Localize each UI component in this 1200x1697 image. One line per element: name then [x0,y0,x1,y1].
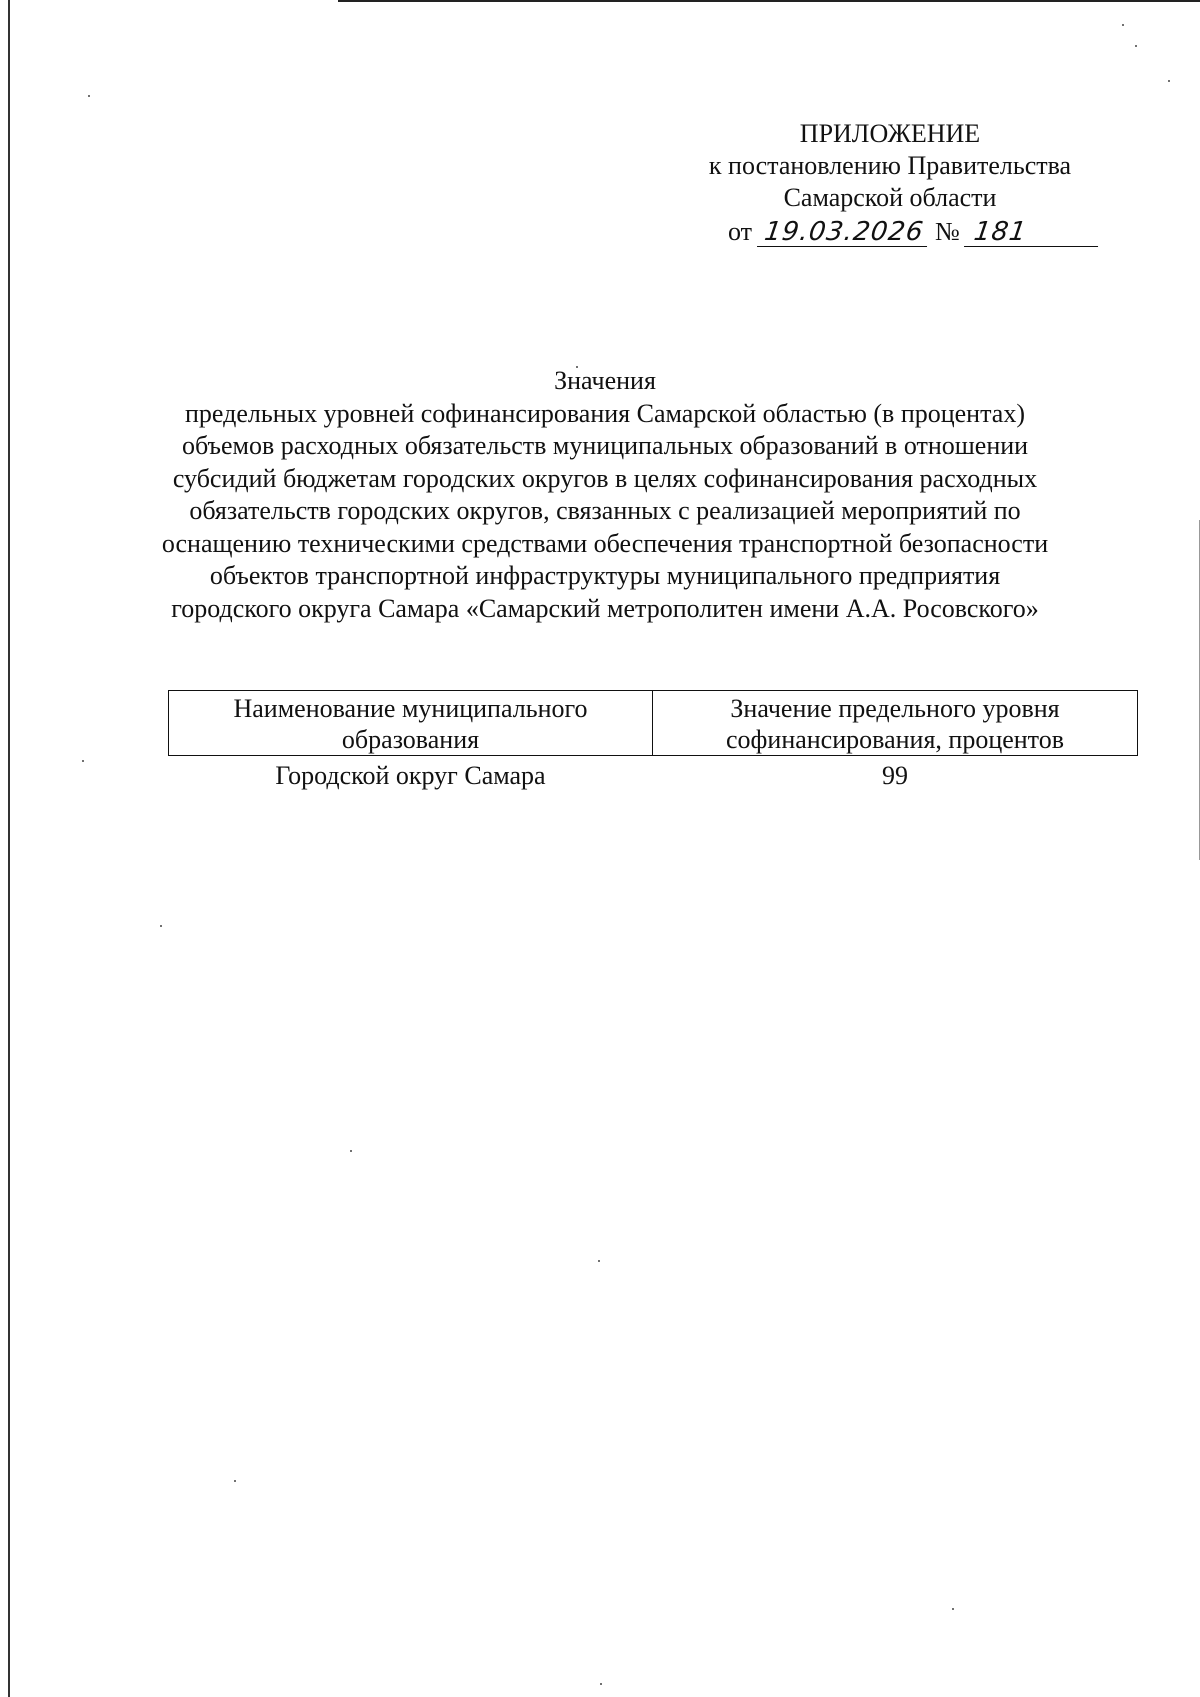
scan-speck [952,1608,954,1610]
scan-speck [600,1683,602,1685]
cell-municipality-name: Городской округ Самара [275,761,546,790]
scan-speck [88,95,90,97]
scan-speck [82,760,84,762]
scan-speck [350,1150,352,1152]
handwritten-number: 181 [964,218,1102,247]
date-prefix: от [728,217,753,246]
table-row [169,756,1138,792]
appendix-title: ПРИЛОЖЕНИЕ [799,119,981,148]
header-level: Значение предельного уровня софинансирования, процентов [653,691,1138,756]
document-title [150,365,1060,625]
handwritten-date: 19.03.2026 [756,218,930,247]
scan-speck [234,1480,236,1482]
scan-speck [160,925,162,927]
scan-speck [1122,24,1124,26]
appendix-date-line [660,216,1120,250]
scan-speck [1168,80,1170,82]
scan-edge-left [8,0,10,1697]
table-header-row [169,691,1138,756]
values-table-wrap [168,690,1137,791]
appendix-header [660,118,1120,250]
values-table [168,690,1138,791]
appendix-line-resolution: к постановлению Правительства [708,151,1072,180]
cell-level-value: 99 [882,761,908,790]
header-municipality: Наименование муниципального образования [169,691,653,756]
appendix-line-region: Самарской области [783,183,997,212]
scan-speck [598,1260,600,1262]
number-sign: № [935,217,960,246]
title-heading: Значения [554,366,656,395]
scan-speck [1135,45,1137,47]
scan-edge-top [338,0,1200,2]
title-body: предельных уровней софинансирования Самарской областью (в процентах) объемов расходных обязательств муниципальных образований в отношении субсидий бюджетам городских округов в целях софинансирования расходных обязательств городских округов, связанных с реализацией мероприятий по оснащению техническими средствами обеспечения транспортной безопасности объектов транспортной инфраструктуры муниципального предприятия городского округа Самара «Самарский метрополитен имени А.А. Росовского» [161,398,1049,623]
